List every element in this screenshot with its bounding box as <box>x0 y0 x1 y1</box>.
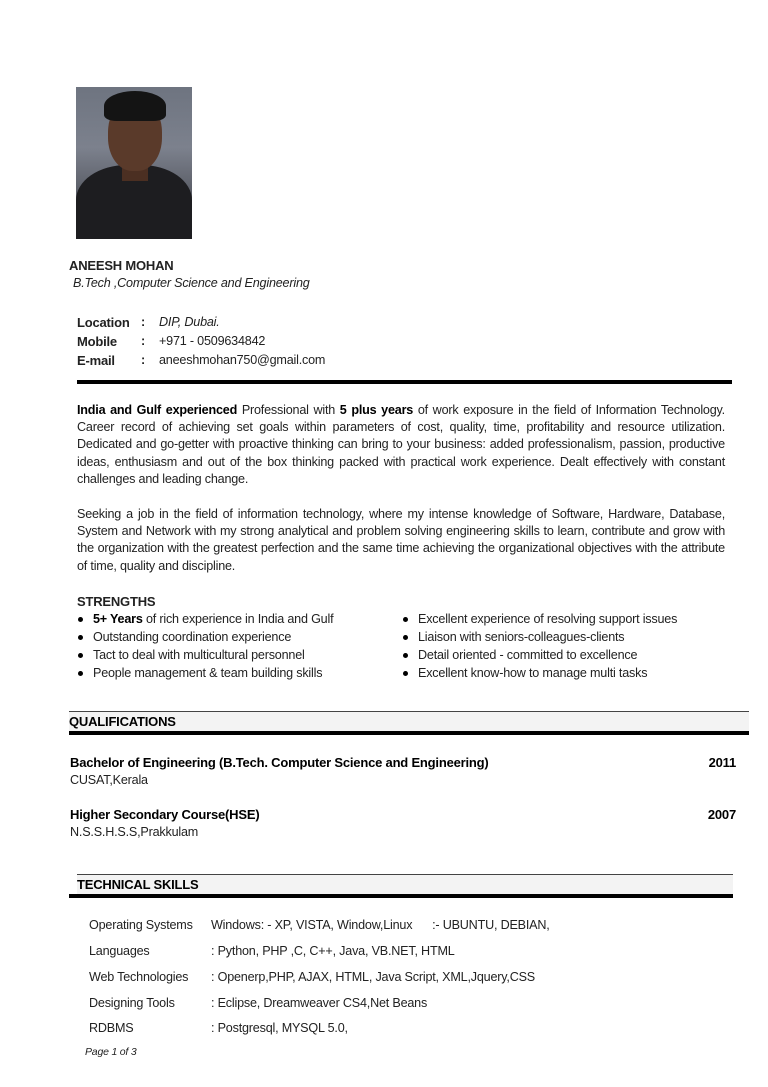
objective-paragraph: Seeking a job in the field of information technology, where my intense knowledge of Software, Hardware, Database, System and Network with my strong analytical and problem solving engineering skills to learn, contribute and grow with the organization with the greatest perfection and the same time achieving the organizational objectives with the attribute of time, quality and discipline. <box>77 507 725 573</box>
list-item: Detail oriented - committed to excellence <box>402 646 742 664</box>
skill-value: Windows: - XP, VISTA, Window,Linux :- UBUNTU, DEBIAN, <box>211 918 550 932</box>
skill-label: Designing Tools <box>89 996 175 1010</box>
section-divider <box>69 894 733 898</box>
skill-label: Languages <box>89 944 150 958</box>
list-item: Outstanding coordination experience <box>77 628 387 646</box>
skill-value: : Openerp,PHP, AJAX, HTML, Java Script, XML,Jquery,CSS <box>211 970 535 984</box>
skill-label: Web Technologies <box>89 970 189 984</box>
skill-label: RDBMS <box>89 1021 134 1035</box>
contact-colon: : <box>141 334 145 348</box>
qualification-year: 2007 <box>707 807 736 822</box>
candidate-name: ANEESH MOHAN <box>69 258 174 273</box>
list-item: Tact to deal with multicultural personnel <box>77 646 387 664</box>
skill-value: : Eclipse, Dreamweaver CS4,Net Beans <box>211 996 428 1010</box>
qualification-title: Bachelor of Engineering (B.Tech. Computer Science and Engineering) <box>70 755 489 770</box>
contact-colon: : <box>141 353 145 367</box>
contact-email-value: aneeshmohan750@gmail.com <box>159 353 326 367</box>
contact-label-location: Location <box>77 315 130 330</box>
contact-colon: : <box>141 315 145 329</box>
summary-highlight: India and Gulf experienced <box>77 403 238 417</box>
list-item: Excellent experience of resolving support issues <box>402 610 742 628</box>
qualification-institution: N.S.S.H.S.S,Prakkulam <box>70 825 199 839</box>
qualification-institution: CUSAT,Kerala <box>70 773 148 787</box>
qualifications-header <box>69 711 749 732</box>
list-item: Liaison with seniors-colleagues-clients <box>402 628 742 646</box>
qualification-year: 2011 <box>708 755 736 770</box>
summary-paragraph <box>77 402 725 488</box>
contact-mobile-value: +971 - 0509634842 <box>159 334 266 348</box>
page-number: Page 1 of 3 <box>85 1046 137 1058</box>
contact-label-email: E-mail <box>77 353 115 368</box>
summary-highlight: 5 plus years <box>339 403 414 417</box>
strengths-list-right <box>402 610 742 682</box>
qualification-title: Higher Secondary Course(HSE) <box>70 807 260 822</box>
section-divider <box>77 380 732 384</box>
skill-value: : Postgresql, MYSQL 5.0, <box>211 1021 348 1035</box>
list-item: People management & team building skills <box>77 664 387 682</box>
contact-location-value: DIP, Dubai. <box>159 315 220 329</box>
strengths-list-left <box>77 610 387 682</box>
list-item: Excellent know-how to manage multi tasks <box>402 664 742 682</box>
summary-text: of work exposure in the field of Information Technology. Career record of achieving set goals within parameters of cost, quality, time, profitability and resource utilization. Dedicated and go-getter with proactive thinking can bring to your business: added professionalism, passion, productive ideas, enthusiasm and out of the box thinking packed with practical work experience. Dealt effectively with constant challenges and leading change. <box>77 403 725 486</box>
contact-label-mobile: Mobile <box>77 334 117 349</box>
summary-text: Professional with <box>237 403 340 417</box>
section-divider <box>69 731 749 735</box>
strengths-heading: STRENGTHS <box>77 594 156 609</box>
skill-label: Operating Systems <box>89 918 193 932</box>
candidate-degree: B.Tech ,Computer Science and Engineering <box>73 276 310 290</box>
technical-skills-header <box>77 874 733 895</box>
list-item: 5+ Years of rich experience in India and Gulf <box>77 610 387 628</box>
qualifications-heading: QUALIFICATIONS <box>69 714 176 729</box>
profile-photo <box>76 87 192 239</box>
technical-skills-heading: TECHNICAL SKILLS <box>77 877 199 892</box>
skill-value: : Python, PHP ,C, C++, Java, VB.NET, HTML <box>211 944 455 958</box>
